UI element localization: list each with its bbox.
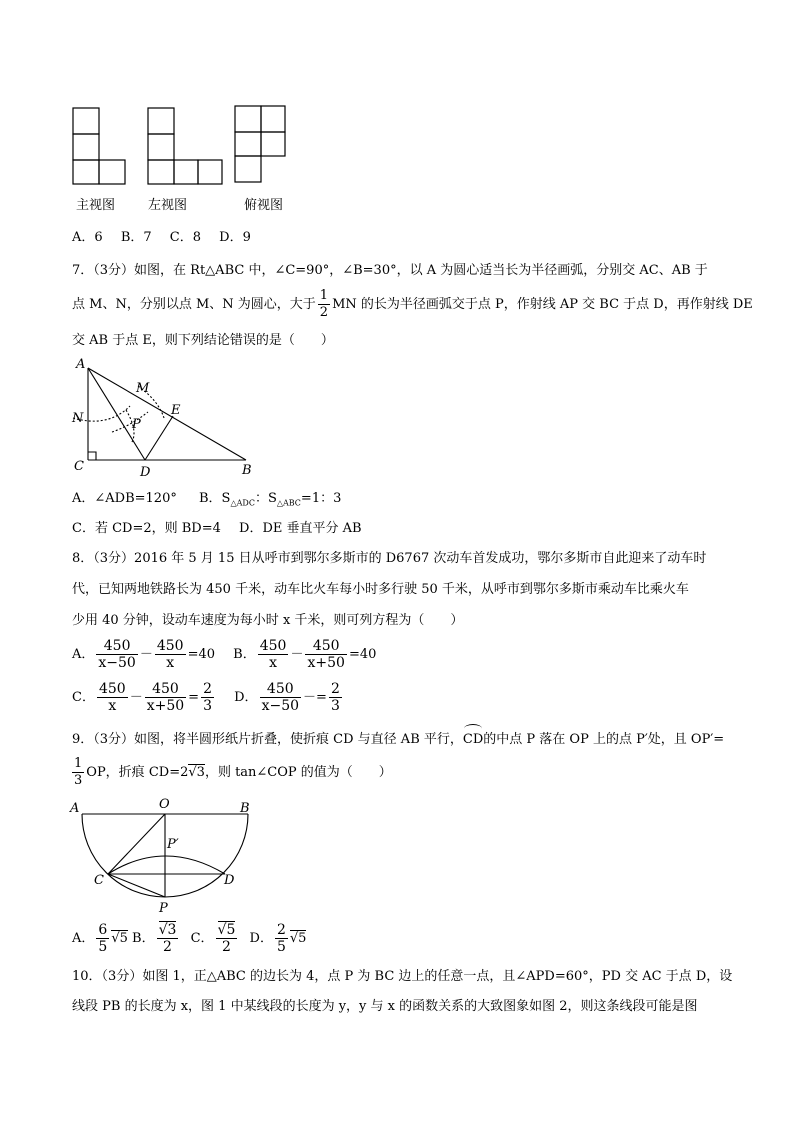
q7-label-c: C (74, 459, 84, 474)
q8-d-n1: 450 (260, 681, 301, 698)
q9-arc-label: CD (462, 732, 484, 747)
q8-option-c (72, 681, 220, 714)
q8-a-d1: x−50 (98, 655, 136, 671)
q8-c-frac2 (145, 681, 186, 714)
q8-options-ab (72, 638, 376, 671)
q7-option-a: A．∠ADB=120° (72, 491, 177, 506)
q9-semicircle-figure (68, 796, 268, 918)
q7-option-d: D．DE 垂直平分 AB (239, 521, 362, 536)
q9-a-den: 5 (98, 939, 108, 955)
q6-options (72, 229, 265, 247)
q8-d-frac3 (329, 681, 342, 714)
q9-option-c (190, 922, 240, 955)
q7-label-e: E (171, 403, 181, 418)
q9-options (72, 922, 306, 955)
q7-line2 (72, 288, 753, 321)
q8-c-eq: = (188, 690, 200, 705)
q8-a-n2: 450 (156, 638, 184, 654)
q7-label-d: D (140, 465, 151, 477)
q8-c-n2: 450 (145, 681, 186, 698)
q8-a-frac2 (155, 638, 186, 671)
q8-d-rn: 2 (330, 681, 340, 697)
q9-line2-radicand: 3 (196, 765, 205, 780)
q9-label-p-prime: P′ (167, 837, 179, 852)
q6-option-d: D．9 (219, 230, 251, 245)
q9-c-frac: $\frac{√5}{2}$ (217, 922, 236, 955)
q8-line2: 代，已知两地铁路长为 450 千米，动车比火车每小时多行驶 50 千米，从呼市到鄂尔多斯市乘动车比乘火车 (72, 582, 689, 597)
q8-options-cd (72, 681, 344, 714)
q8-c-frac1 (97, 681, 128, 714)
q8-b-d2: x+50 (307, 655, 345, 671)
q8-c-rn: 2 (203, 681, 212, 697)
q7-option-b (199, 491, 341, 506)
left-view-label: 左视图 (148, 198, 188, 213)
q9-fraction (72, 756, 84, 789)
q9-label-p: P (159, 901, 168, 916)
q8-a-n1: 450 (96, 638, 137, 655)
q8-c-d1: x (108, 698, 117, 714)
q7-frac-num: 1 (319, 288, 329, 303)
q9-label-d: D (224, 873, 235, 888)
q9-option-a: A． $\frac{6}{5}$ √5 (72, 922, 128, 955)
q7-line3: 交 AB 于点 E，则下列结论错误的是（ ） (72, 333, 334, 348)
q9-a-label: A． (72, 931, 95, 946)
q8-c-n1: 450 (98, 681, 126, 697)
q8-c-label: C． (72, 690, 95, 705)
q9-label-c: C (94, 873, 104, 888)
q8-c-d2: x+50 (146, 698, 185, 714)
q9-d-num: 2 (276, 922, 286, 938)
q8-c-frac3 (201, 681, 214, 714)
q9-option-b (132, 922, 180, 955)
three-views-figure (70, 100, 300, 190)
q8-d-eq: = (316, 690, 327, 705)
q9-d-label: D． (249, 931, 273, 946)
q7-optb-mid: ：S (254, 491, 277, 506)
q8-a-d2: x (166, 655, 175, 671)
q9-line1 (72, 729, 724, 749)
top-view-label: 俯视图 (244, 198, 284, 213)
q7-line2-end: MN 的长为半径画弧交于点 P，作射线 AP 交 BC 于点 D，再作射线 DE (332, 297, 753, 312)
q7-optb-pre: B．S (199, 491, 231, 506)
q6-option-b: B．7 (120, 230, 152, 245)
q8-d-op: － (303, 690, 317, 705)
q8-b-n2: 450 (305, 638, 346, 655)
q7-frac-den: 2 (319, 305, 329, 320)
q9-frac-den: 3 (74, 773, 83, 788)
q9-label-a: A (70, 801, 80, 816)
q7-optb-sub1: △ADC (230, 498, 255, 508)
q9-option-d: D． $\frac{2}{5}$ √5 (249, 922, 307, 955)
q8-b-d1: x (269, 655, 278, 671)
q9-a-num: 6 (98, 922, 108, 938)
q9-c-radicand: 5 (226, 922, 236, 938)
q8-option-a (72, 638, 219, 671)
q7-option-c: C．若 CD=2，则 BD=4 (72, 521, 221, 536)
q9-line2-start: OP，折痕 CD=2 (86, 765, 189, 780)
main-view-label: 主视图 (76, 198, 116, 213)
q9-line1-end: 的中点 P 落在 OP 上的点 P′处，且 OP′= (483, 732, 725, 747)
q7-optb-post: =1：3 (300, 491, 342, 506)
q8-line3: 少用 40 分钟，设动车速度为每小时 x 千米，则可列方程为（ ） (72, 613, 464, 628)
q8-option-b (233, 638, 377, 671)
q8-d-label: D． (234, 690, 258, 705)
q9-c-label: C． (190, 931, 214, 946)
q7-options-cd (72, 520, 362, 538)
q8-option-d (234, 681, 344, 714)
q9-line2: $\frac{1}{3}$ OP，折痕 CD=2√3，则 tan∠COP 的值为（ ） (74, 756, 392, 788)
q9-arc-cd (463, 729, 483, 749)
q8-b-label: B． (233, 647, 256, 662)
q9-c-den: 2 (221, 939, 231, 955)
q8-a-frac1 (96, 638, 137, 671)
q9-line1-start: 9．（3分）如图，将半圆形纸片折叠，使折痕 CD 与直径 AB 平行， (72, 732, 463, 747)
q7-fraction (318, 288, 330, 321)
q7-label-b: B (242, 463, 252, 477)
q8-b-frac1 (258, 638, 289, 671)
q9-b-frac: $\frac{√3}{2}$ (158, 922, 177, 955)
q9-d-frac (275, 922, 288, 955)
q10-line2: 线段 PB 的长度为 x，图 1 中某线段的长度为 y，y 与 x 的函数关系的大致图象如图 2，则这条线段可能是图 (72, 999, 698, 1014)
q7-options-ab (72, 490, 341, 513)
q7-label-p: P (132, 417, 141, 432)
q8-c-op: － (129, 690, 143, 705)
q8-b-n1: 450 (259, 638, 287, 654)
q8-d-rd: 3 (330, 698, 340, 714)
q8-a-op: － (139, 647, 153, 662)
q8-a-rhs: =40 (187, 647, 216, 662)
q8-b-rhs: =40 (348, 647, 377, 662)
q8-b-op: － (290, 647, 304, 662)
q9-frac-num: 1 (74, 756, 83, 771)
q6-option-a: A．6 (72, 230, 103, 245)
q7-triangle-figure (68, 352, 268, 477)
q9-a-frac (96, 922, 109, 955)
q9-a-radicand: 5 (119, 931, 128, 946)
q10-line1: 10．（3分）如图 1，正△ABC 的边长为 4，点 P 为 BC 边上的任意一点，且∠APD=60°，PD 交 AC 于点 D，设 (72, 969, 733, 984)
q7-line1: 7．（3分）如图，在 Rt△ABC 中，∠C=90°，∠B=30°，以 A 为圆心适当长为半径画弧，分别交 AC、AB 于 (72, 263, 708, 278)
q8-c-rd: 3 (203, 698, 212, 714)
q8-line1: 8．（3分）2016 年 5 月 15 日从呼市到鄂尔多斯市的 D6767 次动车首发成功，鄂尔多斯市自此迎来了动车时 (72, 551, 707, 566)
q7-label-m: M (136, 381, 150, 396)
q9-b-radicand: 3 (167, 922, 177, 938)
q9-b-den: 2 (163, 939, 172, 955)
q9-line2-end: ，则 tan∠COP 的值为（ ） (204, 765, 392, 780)
q9-b-label: B． (132, 931, 155, 946)
q8-b-frac2 (305, 638, 346, 671)
q9-label-o: O (159, 797, 170, 812)
q8-d-frac1 (260, 681, 301, 714)
q7-optb-sub2: △ABC (276, 498, 301, 508)
q6-option-c: C．8 (169, 230, 201, 245)
q7-line2-start: 点 M、N，分别以点 M、N 为圆心，大于 (72, 297, 316, 312)
q8-a-label: A． (72, 647, 95, 662)
q9-d-radicand: 5 (298, 931, 307, 946)
q7-label-n: N (72, 411, 84, 426)
q7-label-a: A (76, 357, 86, 372)
q9-label-b: B (240, 801, 250, 816)
q8-d-d1: x−50 (261, 698, 300, 714)
q9-d-den: 5 (276, 939, 286, 955)
